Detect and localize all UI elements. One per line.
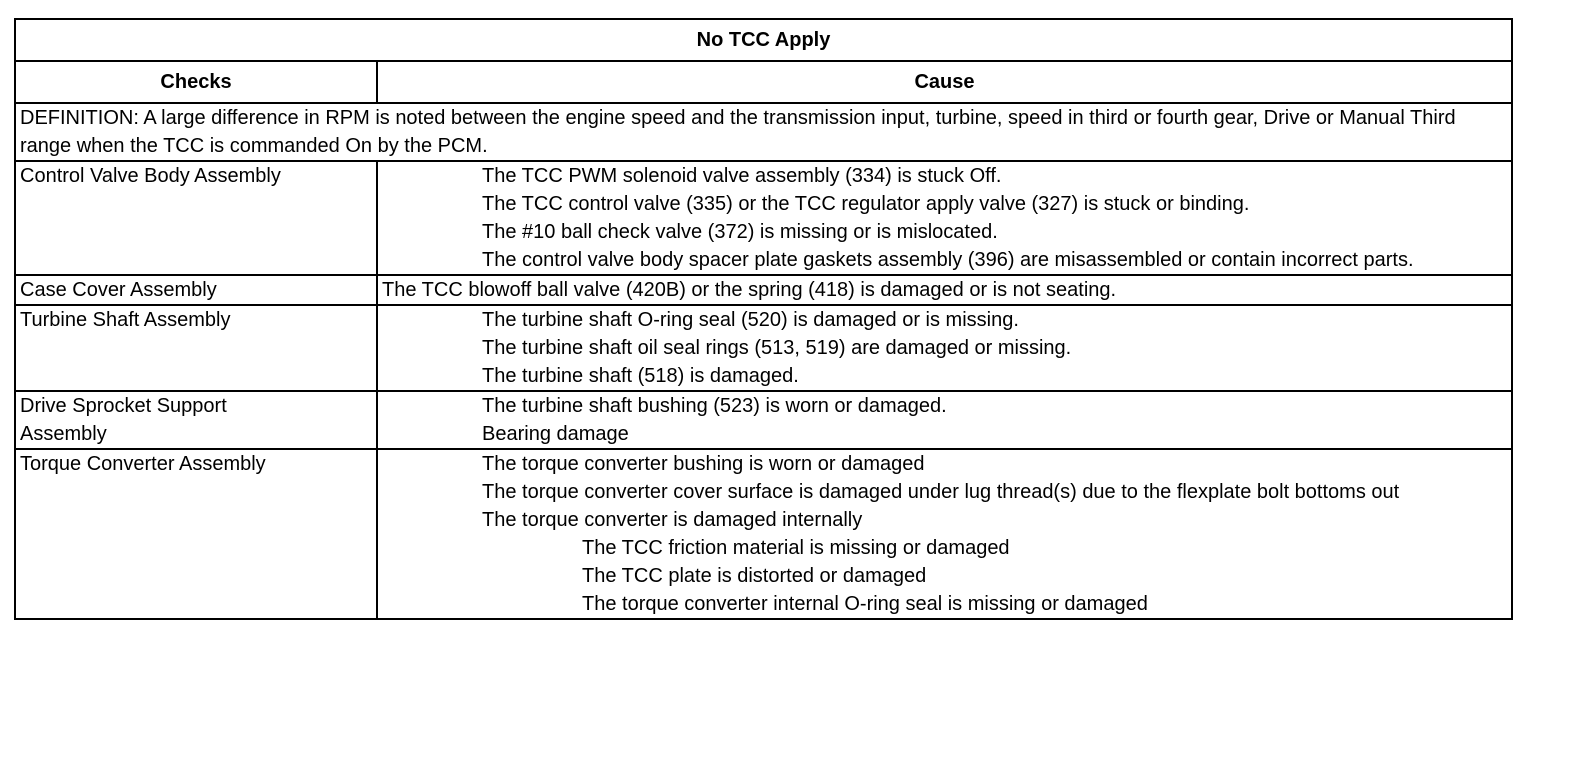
table-row bbox=[15, 161, 1512, 275]
cause-cell bbox=[377, 391, 1512, 449]
cause-item: The turbine shaft O-ring seal (520) is damaged or is missing. bbox=[482, 309, 1019, 331]
cause-cell bbox=[377, 275, 1512, 305]
check-cell: Control Valve Body Assembly bbox=[15, 161, 377, 275]
definition-text: DEFINITION: A large difference in RPM is noted between the engine speed and the transmission input, turbine, speed in third or fourth gear, Drive or Manual Third range when the TCC is commanded On by the PCM. bbox=[15, 103, 1512, 161]
cause-item: The torque converter bushing is worn or damaged bbox=[482, 453, 925, 475]
cause-item: The TCC PWM solenoid valve assembly (334) is stuck Off. bbox=[482, 165, 1002, 187]
check-cell: Turbine Shaft Assembly bbox=[15, 305, 377, 391]
cause-cell bbox=[377, 305, 1512, 391]
table-row bbox=[15, 275, 1512, 305]
column-header-checks: Checks bbox=[15, 61, 377, 103]
table-row bbox=[15, 305, 1512, 391]
check-cell: Torque Converter Assembly bbox=[15, 449, 377, 619]
cause-item: The torque converter cover surface is damaged under lug thread(s) due to the flexplate bolt bottoms out bbox=[482, 481, 1400, 503]
table-header-row bbox=[15, 61, 1512, 103]
column-header-cause: Cause bbox=[377, 61, 1512, 103]
check-cell: Drive Sprocket Support Assembly bbox=[15, 391, 377, 449]
table-title: No TCC Apply bbox=[15, 19, 1512, 61]
cause-cell bbox=[377, 449, 1512, 619]
cause-item: The #10 ball check valve (372) is missing or is mislocated. bbox=[482, 221, 998, 243]
table-title-row bbox=[15, 19, 1512, 61]
cause-item: The TCC blowoff ball valve (420B) or the spring (418) is damaged or is not seating. bbox=[382, 279, 1117, 301]
cause-item: The torque converter is damaged internally bbox=[482, 509, 863, 531]
cause-item: The turbine shaft bushing (523) is worn or damaged. bbox=[482, 395, 947, 417]
definition-row bbox=[15, 103, 1512, 161]
table-row bbox=[15, 449, 1512, 619]
cause-item: The TCC control valve (335) or the TCC regulator apply valve (327) is stuck or binding. bbox=[482, 193, 1250, 215]
check-cell: Case Cover Assembly bbox=[15, 275, 377, 305]
diagnostic-table bbox=[14, 18, 1513, 620]
cause-item: The turbine shaft (518) is damaged. bbox=[482, 365, 799, 387]
table-row bbox=[15, 391, 1512, 449]
cause-item: The control valve body spacer plate gaskets assembly (396) are misassembled or contain incorrect parts. bbox=[482, 249, 1414, 271]
cause-item: The turbine shaft oil seal rings (513, 519) are damaged or missing. bbox=[482, 337, 1072, 359]
cause-subitem: The torque converter internal O-ring seal is missing or damaged bbox=[582, 593, 1148, 615]
cause-subitem: The TCC plate is distorted or damaged bbox=[582, 565, 927, 587]
cause-cell bbox=[377, 161, 1512, 275]
cause-item: Bearing damage bbox=[482, 423, 629, 445]
cause-subitem: The TCC friction material is missing or damaged bbox=[582, 537, 1010, 559]
